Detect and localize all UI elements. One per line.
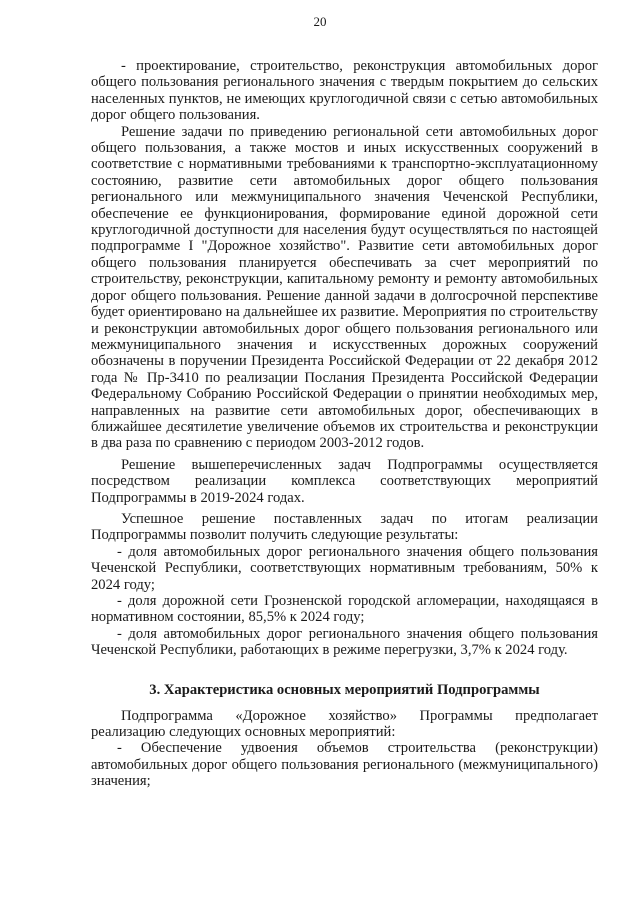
page-number: 20 (313, 14, 327, 29)
result-item-overloaded-roads: - доля автомобильных дорог регионального значения общего пользования Чеченской Республики, работающих в режиме перегрузки, 3,7% к 2024 году. (91, 625, 598, 659)
paragraph-design-roads: - проектирование, строительство, реконструкция автомобильных дорог общего пользования регионального значения с твердым покрытием до сельских населенных пунктов, не имеющих круглогодичной связи с сетью автомобильных дорог общего пользования. (91, 58, 598, 124)
section-heading: 3. Характеристика основных мероприятий Подпрограммы (149, 681, 540, 698)
paragraph-task-solution: Решение задачи по приведению региональной сети автомобильных дорог общего пользования, а также мостов и иных искусственных сооружений в соответствие с нормативными требованиями к транспортно-эксплуатационному состоянию, развитие сети автомобильных дорог общего пользования регионального или межмуниципального значения Чеченской Республики, обеспечение ее функционирования, формирование единой дорожной сети круглогодичной доступности для населения будут осуществляться по настоящей подпрограмме I "Дорожное хозяйство". Развитие сети автомобильных дорог общего пользования планируется обеспечивать за счет мероприятий по строительству, реконструкции, капитальному ремонту и ремонту автомобильных дорог общего пользования. Решение данной задачи в долгосрочной перспективе будет ориентировано на дальнейшее их развитие. Мероприятия по строительству и реконструкции автомобильных дорог общего пользования регионального или межмуниципального значения и искусственных дорожных сооружений обозначены в поручении Президента Российской Федерации от 22 декабря 2012 года № Пр-3410 по реализации Послания Президента Российской Федерации Федеральному Собранию Российской Федерации о принятии необходимых мер, направленных на развитие сети автомобильных дорог, обеспечивающих в ближайшее десятилетие увеличение объемов их строительства и реконструкции в два раза по сравнению с периодом 2003-2012 годов. (91, 123, 598, 452)
activity-item-doubling: - Обеспечение удвоения объемов строительства (реконструкции) автомобильных дорог общего пользования регионального (межмуниципального) значения; (91, 740, 598, 790)
document-body (91, 58, 598, 790)
paragraph-implementation: Решение вышеперечисленных задач Подпрограммы осуществляется посредством реализации комплекса соответствующих мероприятий Подпрограммы в 2019-2024 годах. (91, 456, 598, 506)
result-item-regulatory-roads: - доля автомобильных дорог регионального значения общего пользования Чеченской Республики, соответствующих нормативным требованиям, 50% к 2024 году; (91, 543, 598, 593)
paragraph-main-activities: Подпрограмма «Дорожное хозяйство» Программы предполагает реализацию следующих основных мероприятий: (91, 707, 598, 741)
result-item-grozny-agglomeration: - доля дорожной сети Грозненской городской агломерации, находящаяся в нормативном состоянии, 85,5% к 2024 году; (91, 593, 598, 626)
paragraph-expected-results: Успешное решение поставленных задач по итогам реализации Подпрограммы позволит получить следующие результаты: (91, 510, 598, 544)
